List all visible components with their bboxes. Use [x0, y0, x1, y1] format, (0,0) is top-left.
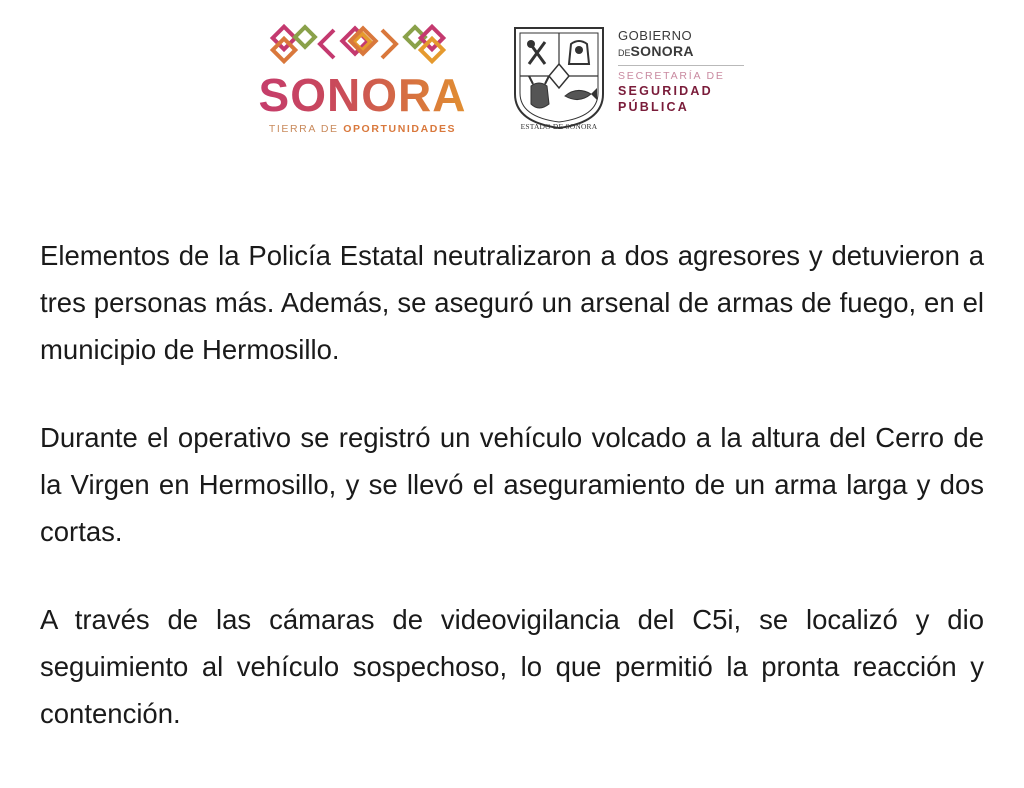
paragraph-1: Elementos de la Policía Estatal neutralizaron a dos agresores y detuvieron a tres personas más. Además, se aseguró un arsenal de armas de fuego, en el municipio de Hermosillo. — [40, 240, 984, 365]
header — [0, 18, 1024, 148]
tagline-prefix: TIERRA DE — [268, 123, 344, 135]
seal-caption: ESTADO DE SONORA — [520, 122, 598, 131]
paragraph-3: A través de las cámaras de videovigilancia del C5i, se localizó y dio seguimiento al vehículo sospechoso, lo que permitió la pronta reacción y contención. — [40, 604, 984, 729]
state-coat-of-arms-icon — [509, 24, 609, 136]
gov-line-publica: PÚBLICA — [618, 100, 689, 114]
gov-de: DE — [618, 48, 631, 58]
sonora-logo — [240, 22, 485, 144]
sonora-wordmark: SONORA — [240, 72, 485, 118]
press-release-body — [40, 232, 984, 737]
gov-line-de-sonora — [618, 43, 758, 61]
gov-divider — [618, 65, 744, 66]
tagline-emphasis: OPORTUNIDADES — [343, 123, 457, 135]
sonora-tagline — [240, 123, 485, 135]
gov-line-secretaria: SECRETARÍA DE — [618, 70, 725, 82]
government-logo — [618, 28, 758, 115]
gov-sonora: SONORA — [630, 43, 694, 59]
paragraph-2: Durante el operativo se registró un vehículo volcado a la altura del Cerro de la Virgen en Hermosillo, y se llevó el aseguramiento de un arma larga y dos cortas. — [40, 422, 984, 547]
gov-line-gobierno: GOBIERNO — [618, 28, 693, 43]
sonora-ornament-icon — [258, 22, 458, 66]
gov-line-seguridad: SEGURIDAD — [618, 84, 713, 98]
